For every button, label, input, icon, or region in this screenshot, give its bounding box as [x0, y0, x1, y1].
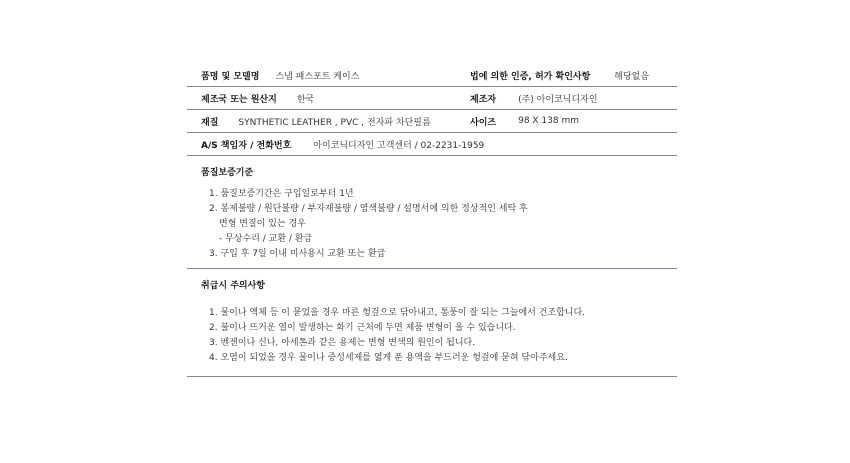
value-manufacturer: (주) 아이코닉디자인	[518, 94, 598, 105]
label-size: 사이즈	[470, 117, 497, 128]
warranty-section	[187, 156, 677, 269]
label-manufacturer: 제조자	[470, 94, 497, 105]
product-info-sheet	[187, 64, 677, 377]
value-product-name: 스냅 패스포트 케이스	[275, 71, 360, 82]
label-product-name: 품명 및 모델명	[201, 71, 260, 82]
value-as-contact: 아이코닉디자인 고객센터 / 02-2231-1959	[313, 140, 485, 151]
warranty-title: 품질보증기준	[201, 168, 254, 178]
care-title: 취급시 주의사항	[201, 281, 265, 291]
label-certification: 법에 의한 인증, 허가 확인사항	[470, 71, 591, 82]
value-origin: 한국	[296, 94, 315, 105]
list-item: 1. 품질보증기간은 구입일로부터 1년	[209, 189, 354, 199]
label-origin: 제조국 또는 원산지	[201, 94, 277, 105]
list-item: 변형 변질이 있는 경우	[219, 219, 306, 229]
info-row-material	[187, 110, 677, 133]
list-item: 2. 불이나 뜨거운 열이 발생하는 화기 근처에 두면 제품 변형이 올 수 있습니다.	[209, 323, 516, 333]
list-item: 3. 벤젠이나 신나, 아세톤과 같은 용제는 변형 변색의 원인이 됩니다.	[209, 338, 476, 348]
info-row-as-contact	[187, 133, 677, 156]
info-row-origin	[187, 87, 677, 110]
list-item: 3. 구입 후 7일 이내 미사용시 교환 또는 환급	[209, 249, 386, 259]
care-section	[187, 269, 677, 377]
list-item: 1. 물이나 액체 등 이 묻었을 경우 마른 헝겊으로 닦아내고, 통풍이 잘 되는 그늘에서 건조합니다.	[209, 308, 586, 318]
info-row-model	[187, 64, 677, 87]
value-size: 98 X 138 mm	[518, 116, 580, 126]
list-item: 4. 오염이 되었을 경우 물이나 중성세제를 엷게 푼 용액을 부드러운 헝겊에 묻혀 닦아주세요.	[209, 353, 568, 363]
value-certification: 해당없음	[614, 71, 650, 82]
value-material: SYNTHETIC LEATHER , PVC , 전자파 차단필름	[238, 117, 431, 128]
list-item: 2. 봉제불량 / 원단불량 / 부자재불량 / 염색불량 / 설명서에 의한 정상적인 세탁 후	[209, 204, 528, 214]
list-item: - 무상수리 / 교환 / 환급	[219, 234, 313, 244]
label-as-contact: A/S 책임자 / 전화번호	[201, 140, 292, 151]
label-material: 재질	[201, 117, 219, 128]
